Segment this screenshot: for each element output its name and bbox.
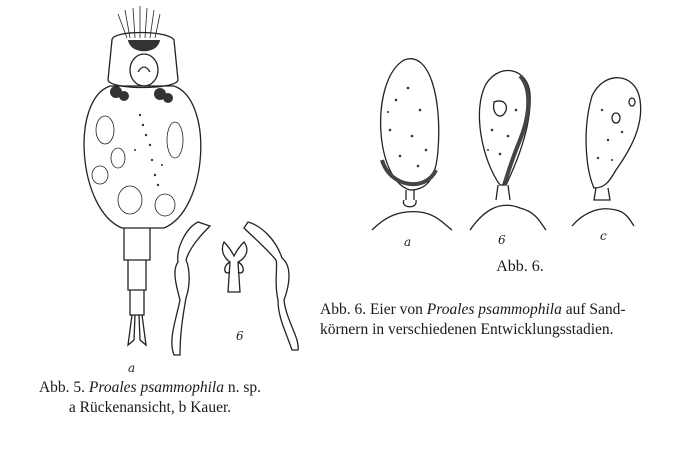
- egg-a: [372, 59, 452, 230]
- figure-6-label-b: 6: [498, 233, 506, 247]
- body: [84, 86, 201, 228]
- figure-6-title: Abb. 6.: [496, 258, 544, 275]
- caption-suffix: auf Sand-: [565, 301, 626, 318]
- figure-5-label-b: 6: [236, 329, 244, 343]
- caption-suffix: n. sp.: [227, 379, 262, 396]
- figure-6-caption-line-1: [320, 300, 700, 320]
- figure-6-label-a: a: [404, 235, 412, 249]
- figure-6-label-c: c: [600, 229, 607, 243]
- figure-5-label-a: a: [128, 361, 136, 375]
- figure-5-illustration: [0, 0, 330, 380]
- caption-prefix: Abb. 6. Eier von: [320, 301, 423, 318]
- caption-prefix: Abb. 5.: [38, 379, 86, 396]
- egg-b: [470, 71, 546, 230]
- figure-5-caption: [0, 378, 300, 418]
- species-name: Proales psammophila: [426, 301, 562, 318]
- foot: [124, 228, 150, 260]
- species-name: Proales psammophila: [88, 379, 224, 396]
- figure-5-caption-line-1: [0, 378, 300, 398]
- egg-c: [572, 78, 641, 226]
- figure-6-caption: [320, 300, 700, 340]
- figure-6-caption-line-2: körnern in verschiedenen Entwicklungsstadien.: [320, 321, 614, 338]
- figure-6-illustration: [360, 40, 680, 250]
- figure-5-caption-line-2: a Rückenansicht, b Kauer.: [68, 399, 232, 416]
